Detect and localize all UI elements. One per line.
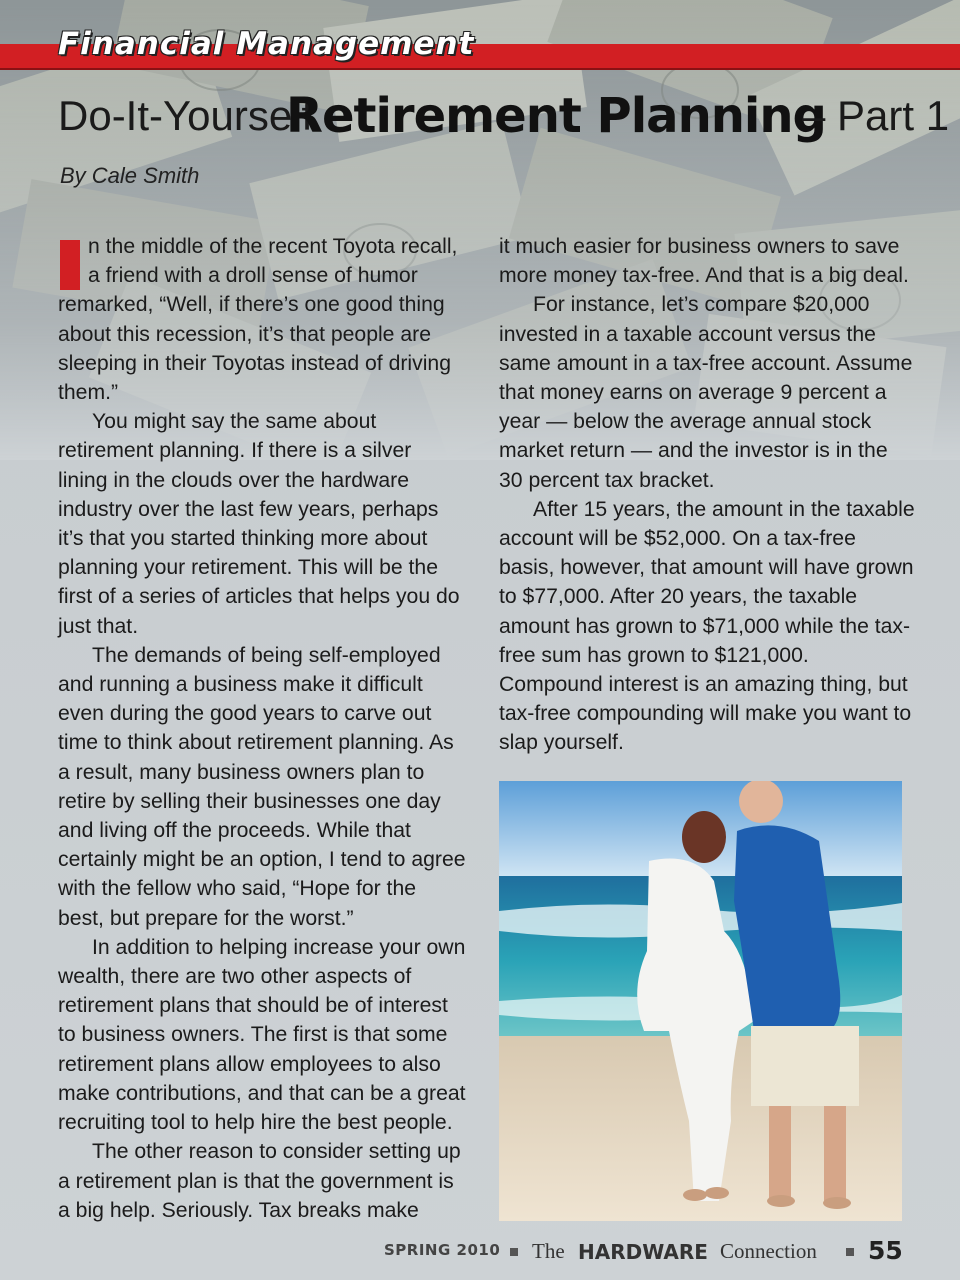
magazine-title-the: The [532, 1239, 565, 1263]
paragraph: The other reason to consider setting up a retirement plan is that the government is a big help. Seriously. Tax breaks make [58, 1140, 461, 1222]
paragraph: You might say the same about retirement planning. If there is a silver lining in the clouds over the hardware industry over the last few years, perhaps it’s that you started thinking more about planning your retirement. This will be the first of a series of articles that helps you do just that. [58, 410, 460, 638]
paragraph: it much easier for business owners to save more money tax-free. And that is a big deal. [499, 235, 909, 288]
separator-square-icon [846, 1248, 854, 1256]
headline-lead: Do-It-Yourself [58, 92, 314, 139]
paragraph: n the middle of the recent Toyota recall, a friend with a droll sense of humor remarked, “Well, if there’s one good thing about this recession, it’s that people are sleeping in their Toyotas instead of driving them.” [58, 235, 458, 405]
paragraph: In addition to helping increase your own wealth, there are two other aspects of retirement plans that should be of interest to business owners. The first is that some retirement plans allow employees to also make contributions, and that can be a great recruiting tool to help hire the best people. [58, 935, 466, 1135]
article-column-2 [499, 232, 915, 758]
issue-season: SPRING 2010 [384, 1241, 501, 1259]
paragraph: The demands of being self-employed and running a business make it difficult even during the good years to carve out time to think about retirement planning. As a result, many business owners plan to retire by selling their businesses one day and living off the proceeds. While that certainly might be an option, I tend to agree with the fellow who said, “Hope for the best, but prepare for the worst.” [58, 643, 466, 930]
magazine-title-connection: Connection [720, 1239, 817, 1263]
separator-square-icon [510, 1248, 518, 1256]
headline-title: Retirement Planning [286, 88, 826, 144]
magazine-title-hardware: HARDWARE [578, 1240, 708, 1264]
headline-part: – Part 1 [802, 92, 950, 139]
page-number: 55 [868, 1236, 903, 1265]
section-title: Financial Management [58, 26, 475, 62]
paragraph: For instance, let’s compare $20,000 invested in a taxable account versus the same amount in a tax-free account. Assume that money earns on average 9 percent a year — below the average annual stock market return — and the investor is in the 30 percent tax bracket. [499, 293, 913, 492]
beach-couple-photo [499, 781, 902, 1221]
article-column-1 [58, 232, 466, 1225]
byline: By Cale Smith [60, 163, 200, 188]
drop-cap [60, 240, 80, 290]
page-footer [384, 1236, 904, 1268]
paragraph: After 15 years, the amount in the taxable account will be $52,000. On a tax-free basis, however, that amount will have grown to $77,000. After 20 years, the taxable amount has grown to $71,000 while the tax-free sum has grown to $121,000. Compound interest is an amazing thing, but tax-free compounding will make you want to slap yourself. [499, 497, 915, 755]
